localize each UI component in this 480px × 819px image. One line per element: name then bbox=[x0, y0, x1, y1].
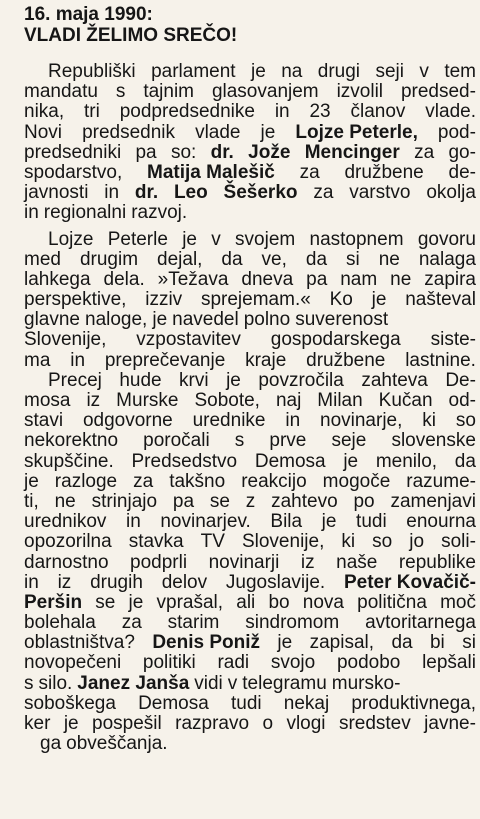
word: parlament bbox=[151, 61, 236, 82]
word: suverenost bbox=[295, 309, 389, 331]
word: oblastništva? bbox=[24, 632, 135, 654]
text-line bbox=[24, 203, 476, 223]
word: podprli bbox=[130, 551, 188, 573]
word: mandatu bbox=[24, 81, 98, 103]
word: in bbox=[285, 410, 301, 432]
word: se bbox=[95, 591, 116, 613]
word: drugim bbox=[79, 248, 139, 270]
word: telegramu bbox=[242, 672, 327, 694]
word: pa bbox=[172, 490, 195, 512]
word: predsedniki bbox=[24, 141, 122, 163]
text-line bbox=[24, 734, 476, 754]
word: spodarstvo, bbox=[24, 161, 123, 183]
word: nika, bbox=[24, 101, 65, 123]
word: si bbox=[462, 632, 476, 654]
word: silo. bbox=[38, 672, 73, 694]
word: Demosa bbox=[138, 692, 209, 714]
word: radi bbox=[217, 652, 250, 674]
word: da bbox=[391, 632, 413, 654]
word: dejal, bbox=[157, 248, 203, 270]
word: iz bbox=[57, 571, 72, 593]
word: mursko- bbox=[331, 672, 401, 694]
word: nekaj bbox=[283, 692, 330, 714]
word: vlogi bbox=[286, 713, 326, 734]
word: v bbox=[211, 228, 221, 250]
word: vidi bbox=[194, 672, 223, 694]
word: izziv bbox=[145, 289, 183, 311]
word: za bbox=[133, 470, 154, 492]
word: si bbox=[346, 248, 360, 270]
word: delov bbox=[161, 571, 208, 593]
word: javne- bbox=[424, 713, 476, 734]
word: ki bbox=[341, 531, 356, 553]
word: nam bbox=[340, 268, 378, 290]
word: Bila bbox=[270, 511, 303, 533]
word: med bbox=[24, 248, 61, 270]
word: je bbox=[128, 591, 144, 613]
text-line bbox=[24, 163, 476, 183]
word: vlade. bbox=[425, 101, 476, 123]
word: je bbox=[226, 369, 241, 391]
word: naj bbox=[275, 390, 302, 411]
word: družbene bbox=[344, 161, 424, 183]
word: Republiški bbox=[48, 61, 136, 82]
word: mosa bbox=[24, 390, 71, 411]
word: soboškega bbox=[24, 692, 116, 714]
word: za bbox=[414, 141, 435, 163]
word: našteval bbox=[405, 289, 476, 311]
word: okolja bbox=[426, 182, 476, 204]
word: ga bbox=[40, 733, 62, 755]
word: naše bbox=[336, 551, 378, 573]
word: hude bbox=[119, 369, 162, 391]
word: in bbox=[70, 349, 86, 371]
text-line bbox=[24, 613, 476, 633]
text-line bbox=[24, 62, 476, 82]
word: za bbox=[121, 612, 142, 634]
word: vprašal, bbox=[156, 591, 224, 613]
word: svojo bbox=[270, 652, 316, 674]
word: iz bbox=[300, 551, 315, 573]
word: avtoritarnega bbox=[365, 612, 476, 634]
word: seji bbox=[375, 61, 404, 82]
word: odgovorne bbox=[82, 410, 173, 432]
word: tudi bbox=[230, 692, 262, 714]
word: takšno bbox=[169, 470, 226, 492]
word: naloge, bbox=[85, 309, 148, 331]
word: nova bbox=[302, 591, 344, 613]
word: ne bbox=[54, 490, 76, 512]
text-line bbox=[24, 290, 476, 310]
text-line bbox=[24, 270, 476, 290]
word: ali bbox=[236, 591, 256, 613]
text-line bbox=[24, 573, 476, 593]
word: so bbox=[455, 410, 476, 432]
word: predsednik bbox=[82, 121, 176, 143]
text-line bbox=[24, 102, 476, 122]
word: tajnim bbox=[143, 81, 195, 103]
word: dneva bbox=[241, 268, 294, 290]
word: o bbox=[262, 713, 274, 734]
word: Peterle bbox=[107, 228, 168, 250]
word: Sobote, bbox=[194, 390, 260, 411]
word: v bbox=[419, 61, 429, 82]
word: zapira bbox=[424, 268, 476, 290]
word: je bbox=[343, 450, 359, 472]
word: jo bbox=[409, 531, 425, 553]
word: je bbox=[371, 289, 387, 311]
word: »Težava bbox=[157, 268, 229, 290]
word: Precej bbox=[48, 369, 102, 391]
word: na bbox=[281, 61, 303, 82]
word: Ko bbox=[329, 289, 353, 311]
article-heading bbox=[24, 4, 237, 46]
word: v bbox=[227, 672, 238, 694]
word: Lojze bbox=[48, 228, 94, 250]
article-headline: VLADI ŽELIMO SREČO! bbox=[24, 25, 238, 46]
word: lastnine. bbox=[405, 349, 476, 371]
word: De- bbox=[445, 369, 476, 391]
word: urednikov bbox=[24, 511, 107, 533]
word: vzpostavitev bbox=[136, 329, 241, 351]
word: Milan bbox=[317, 390, 363, 411]
word: se bbox=[209, 490, 230, 512]
word: slovenske bbox=[391, 430, 476, 452]
word: Novi bbox=[24, 121, 63, 143]
text-line bbox=[24, 492, 476, 512]
word: je bbox=[321, 511, 337, 533]
word: kraje bbox=[245, 349, 287, 371]
word: tri bbox=[84, 101, 100, 123]
text-line bbox=[24, 411, 476, 431]
word: gospodarskega bbox=[270, 329, 401, 351]
bold-name: Šešerko bbox=[223, 182, 298, 204]
word: skupščine. bbox=[24, 450, 114, 472]
word: politična bbox=[357, 591, 427, 613]
word: in bbox=[24, 202, 39, 224]
word: preprečevanje bbox=[104, 349, 226, 371]
word: drugih bbox=[90, 571, 143, 593]
word: za bbox=[313, 182, 334, 204]
word: bo bbox=[268, 591, 290, 613]
word: govoru bbox=[417, 228, 476, 250]
word: pospešil bbox=[92, 713, 162, 734]
text-line bbox=[24, 714, 476, 734]
word: soli- bbox=[441, 531, 476, 553]
word: go- bbox=[448, 141, 476, 163]
word: članov bbox=[350, 101, 406, 123]
word: bolehala bbox=[24, 612, 96, 634]
word: stavi bbox=[24, 410, 64, 432]
word: in bbox=[104, 182, 120, 204]
word: Jugoslavije. bbox=[225, 571, 326, 593]
word: predsed- bbox=[400, 81, 476, 103]
word: navedel bbox=[172, 309, 239, 331]
word: da bbox=[305, 248, 328, 270]
article-body bbox=[24, 62, 476, 754]
word: so bbox=[372, 531, 393, 553]
word: reakcijo bbox=[241, 470, 307, 492]
text-line bbox=[24, 512, 476, 532]
word: poročali bbox=[143, 430, 210, 452]
bold-name: Peter Kovačič- bbox=[343, 571, 476, 593]
text-line bbox=[24, 330, 476, 350]
word: perspektive, bbox=[24, 289, 127, 311]
word: pa bbox=[306, 268, 328, 290]
word: ve, bbox=[261, 248, 287, 270]
word: lahkega bbox=[24, 268, 91, 290]
word: sindromom bbox=[245, 612, 340, 634]
word: podobo bbox=[336, 652, 401, 674]
word: nastopnem bbox=[309, 228, 404, 250]
word: sprejemam.« bbox=[200, 289, 311, 311]
word: je bbox=[277, 632, 293, 654]
word: tudi bbox=[356, 511, 387, 533]
word: družbene bbox=[306, 349, 386, 371]
word: izvolil bbox=[336, 81, 384, 103]
text-line bbox=[24, 183, 476, 203]
text-line bbox=[24, 351, 476, 371]
word: ma bbox=[24, 349, 51, 371]
word: so: bbox=[170, 141, 197, 163]
word: Slovenije, bbox=[24, 329, 107, 351]
bold-name: Denis Poniž bbox=[152, 632, 260, 654]
word: po bbox=[353, 490, 375, 512]
text-line bbox=[24, 452, 476, 472]
bold-name: Peršin bbox=[24, 591, 83, 613]
word: je bbox=[152, 309, 168, 331]
word: 23 bbox=[309, 101, 331, 123]
word: ti, bbox=[24, 490, 39, 512]
article-date: 16. maja 1990: bbox=[24, 4, 153, 25]
word: novinarjev. bbox=[160, 511, 251, 533]
text-line bbox=[24, 553, 476, 573]
text-line bbox=[24, 431, 476, 451]
word: Kučan bbox=[378, 390, 433, 411]
text-line bbox=[24, 694, 476, 714]
word: opozorilna bbox=[24, 531, 112, 553]
word: varstvo bbox=[349, 182, 411, 204]
word: darnostno bbox=[24, 551, 109, 573]
text-line bbox=[24, 310, 476, 330]
bold-name: Lojze Peterle, bbox=[295, 121, 418, 143]
word: s bbox=[24, 672, 34, 694]
word: s bbox=[234, 430, 245, 452]
word: republike bbox=[398, 551, 476, 573]
bold-name: Matija Malešič bbox=[147, 161, 275, 183]
text-line bbox=[24, 653, 476, 673]
text-line bbox=[24, 250, 476, 270]
word: z bbox=[245, 490, 256, 512]
word: nalaga bbox=[418, 248, 476, 270]
word: ne bbox=[378, 248, 400, 270]
word: Murske bbox=[116, 390, 179, 411]
word: je bbox=[260, 121, 276, 143]
text-line bbox=[24, 532, 476, 552]
word: mogoče bbox=[322, 470, 391, 492]
word: dela. bbox=[103, 268, 145, 290]
text-line bbox=[24, 123, 476, 143]
word: polno bbox=[243, 309, 291, 331]
word: je bbox=[63, 713, 79, 734]
word: krvi bbox=[179, 369, 209, 391]
word: obveščanja. bbox=[66, 733, 168, 755]
text-line bbox=[24, 472, 476, 492]
text-line bbox=[24, 391, 476, 411]
word: povzročila bbox=[258, 369, 344, 391]
bold-name: Leo bbox=[173, 182, 208, 204]
word: de- bbox=[448, 161, 476, 183]
word: podpredsednike bbox=[119, 101, 255, 123]
word: enourna bbox=[406, 511, 476, 533]
word: je bbox=[24, 470, 39, 492]
word: pod- bbox=[437, 121, 476, 143]
word: glasovanjem bbox=[211, 81, 319, 103]
word: novinarje, bbox=[320, 410, 403, 432]
bold-name: Jože bbox=[248, 141, 291, 163]
word: je bbox=[182, 228, 197, 250]
bold-name: dr. bbox=[210, 141, 234, 163]
word: razloge bbox=[54, 470, 118, 492]
text-line bbox=[24, 371, 476, 391]
word: urednike bbox=[192, 410, 266, 432]
word: novopečeni bbox=[24, 652, 122, 674]
word: stavka bbox=[128, 531, 184, 553]
word: glavne bbox=[24, 309, 80, 331]
text-line bbox=[24, 82, 476, 102]
word: siste- bbox=[430, 329, 476, 351]
bold-name: dr. bbox=[134, 182, 159, 204]
word: pa bbox=[135, 141, 157, 163]
word: regionalni bbox=[43, 202, 127, 224]
word: javnosti bbox=[24, 182, 89, 204]
word: in bbox=[24, 571, 39, 593]
word: iz bbox=[86, 390, 101, 411]
word: da bbox=[454, 450, 476, 472]
bold-name: Janez Janša bbox=[77, 672, 190, 694]
word: nekorektno bbox=[24, 430, 119, 452]
word: moč bbox=[440, 591, 476, 613]
word: produktivnega, bbox=[351, 692, 476, 714]
word: in bbox=[274, 101, 290, 123]
word: zahteva bbox=[361, 369, 428, 391]
word: tem bbox=[444, 61, 476, 82]
word: Predsedstvo bbox=[131, 450, 238, 472]
word: starim bbox=[167, 612, 220, 634]
word: ne bbox=[390, 268, 412, 290]
text-line bbox=[24, 230, 476, 250]
word: od- bbox=[448, 390, 476, 411]
word: zamenjavi bbox=[390, 490, 476, 512]
word: Demosa bbox=[254, 450, 326, 472]
word: menilo, bbox=[375, 450, 438, 472]
word: novinarji bbox=[208, 551, 280, 573]
word: razume- bbox=[406, 470, 476, 492]
word: ki bbox=[422, 410, 436, 432]
word: prve bbox=[269, 430, 307, 452]
word: da bbox=[221, 248, 243, 270]
word: s bbox=[115, 81, 126, 103]
word: lepšali bbox=[422, 652, 476, 674]
word: za bbox=[299, 161, 320, 183]
word: strinjajo bbox=[91, 490, 158, 512]
word: TV bbox=[200, 531, 225, 553]
word: je bbox=[251, 61, 266, 82]
word: Slovenije, bbox=[241, 531, 325, 553]
text-line bbox=[24, 674, 476, 694]
word: drugi bbox=[317, 61, 361, 82]
text-line bbox=[24, 143, 476, 163]
word: svojem bbox=[235, 228, 296, 250]
word: ker bbox=[24, 713, 51, 734]
word: sredstev bbox=[338, 713, 411, 734]
word: razpravo bbox=[175, 713, 250, 734]
word: bi bbox=[429, 632, 445, 654]
word: in bbox=[125, 511, 141, 533]
word: seje bbox=[331, 430, 367, 452]
word: zahtevo bbox=[271, 490, 338, 512]
word: vlade bbox=[195, 121, 241, 143]
bold-name: Mencinger bbox=[304, 141, 400, 163]
word: zapisal, bbox=[309, 632, 375, 654]
text-line bbox=[24, 593, 476, 613]
word: politiki bbox=[142, 652, 196, 674]
text-line bbox=[24, 633, 476, 653]
word: razvoj. bbox=[131, 202, 188, 224]
